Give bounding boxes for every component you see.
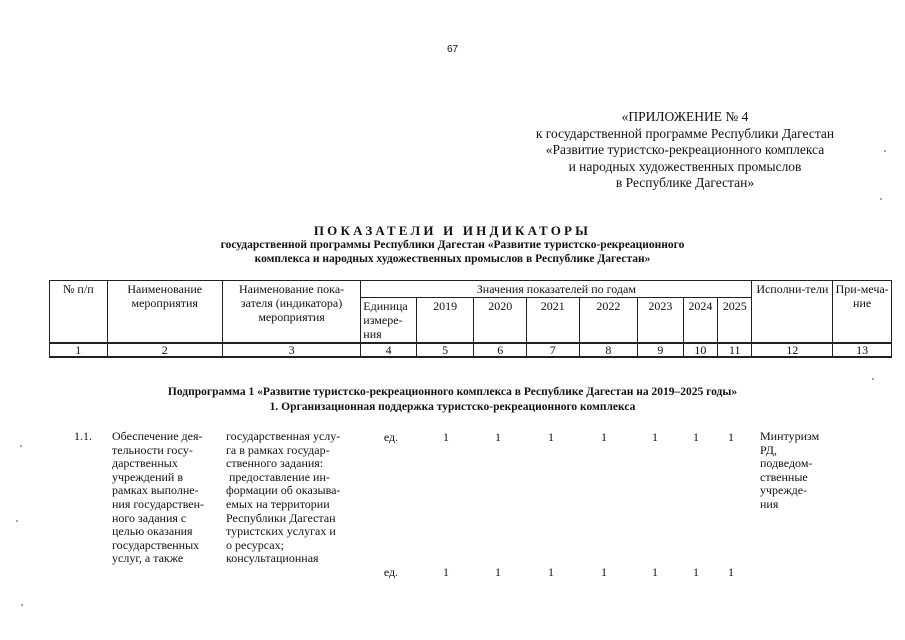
- indicator-line: Республики Дагестан: [226, 510, 336, 525]
- year-value: 1: [495, 430, 501, 444]
- scan-speck: [872, 378, 874, 380]
- indicator-line: предоставление ин-: [226, 469, 330, 484]
- indicator-line: о ресурсах;: [226, 537, 284, 552]
- event-line: тельности госу-: [112, 442, 193, 457]
- indicator-line: ственного задания:: [226, 456, 324, 471]
- header-year: 2021: [527, 298, 580, 344]
- header-year: 2022: [579, 298, 638, 344]
- executor-line: Минтуризм: [760, 429, 820, 443]
- indicator-line: консультационная: [226, 551, 319, 566]
- year-value: 1: [693, 430, 699, 444]
- executor-line: ственные: [760, 469, 808, 484]
- header-year: 2025: [718, 298, 752, 344]
- appendix-line: в Республике Дагестан»: [615, 175, 755, 190]
- executors: [760, 430, 830, 512]
- subprogram-heading: [0, 385, 905, 415]
- page-number: 67: [446, 44, 459, 55]
- executor-line: учрежде-: [760, 483, 808, 498]
- year-value: 1: [601, 430, 607, 444]
- indicator-line: государственная услу-: [226, 429, 341, 443]
- header-executors: Исполни-тели: [752, 281, 833, 344]
- header-indicator: Наименование пока-зателя (индикатора) мероприятия: [222, 281, 360, 344]
- column-number: 2: [107, 343, 222, 357]
- column-number: 11: [718, 343, 752, 357]
- header-event: Наименование мероприятия: [107, 281, 222, 344]
- event-line: Обеспечение дея-: [112, 429, 203, 443]
- column-number: 13: [833, 343, 892, 357]
- column-number: 6: [474, 343, 527, 357]
- year-value: 1: [443, 430, 449, 444]
- year-value: 1: [548, 565, 554, 579]
- column-number: 12: [752, 343, 833, 357]
- appendix-heading: [470, 109, 900, 192]
- appendix-line: «ПРИЛОЖЕНИЕ № 4: [621, 109, 749, 124]
- indicator-name: [226, 430, 356, 566]
- event-line: рамках выполне-: [112, 483, 199, 498]
- event-line: целью оказания: [112, 524, 193, 539]
- unit-value: ед.: [383, 565, 399, 579]
- indicator-line: туристских услугах и: [226, 524, 336, 539]
- event-line: ния государствен-: [112, 496, 205, 511]
- section-title: 1. Организационная поддержка туристско-рекреационного комплекса: [269, 401, 636, 413]
- executor-line: подведом-: [760, 456, 813, 471]
- scan-speck: [21, 604, 23, 606]
- year-value: 1: [548, 430, 554, 444]
- event-line: дарственных: [112, 456, 178, 471]
- scan-speck: [16, 520, 18, 522]
- event-line: ного задания с: [112, 510, 187, 525]
- executor-line: ния: [760, 496, 779, 511]
- year-value: 1: [443, 565, 449, 579]
- year-value: 1: [652, 565, 658, 579]
- scan-speck: [884, 150, 886, 152]
- column-number: 1: [50, 343, 108, 357]
- year-value: 1: [728, 430, 734, 444]
- header-year: 2023: [638, 298, 683, 344]
- indicator-line: емых на территории: [226, 496, 330, 511]
- event-name: [112, 430, 222, 566]
- header-num: № п/п: [50, 281, 108, 344]
- scan-speck: [880, 198, 882, 200]
- year-value: 1: [728, 565, 734, 579]
- indicator-line: га в рамках государ-: [226, 442, 330, 457]
- column-number: 5: [416, 343, 474, 357]
- column-number: 10: [683, 343, 717, 357]
- indicators-table: [49, 280, 892, 358]
- event-line: услуг, а также: [112, 551, 184, 566]
- header-year: 2019: [416, 298, 474, 344]
- indicator-line: формации об оказыва-: [226, 483, 341, 498]
- year-value: 1: [601, 565, 607, 579]
- document-title: ПОКАЗАТЕЛИ И ИНДИКАТОРЫ: [313, 223, 592, 238]
- row-number: 1.1.: [74, 429, 92, 443]
- appendix-line: к государственной программе Республики Дагестан: [535, 125, 835, 141]
- header-year: 2020: [474, 298, 527, 344]
- header-values-group: Значения показателей по годам: [361, 281, 752, 298]
- column-number: 9: [638, 343, 683, 357]
- year-value: 1: [495, 565, 501, 579]
- event-line: государственных: [112, 537, 200, 552]
- executor-line: РД,: [760, 442, 777, 457]
- appendix-line: и народных художественных промыслов: [568, 158, 802, 174]
- year-value: 1: [693, 565, 699, 579]
- header-notes: При-меча-ние: [833, 281, 892, 344]
- year-value: 1: [652, 430, 658, 444]
- appendix-line: «Развитие туристско-рекреационного комплекса: [545, 142, 825, 157]
- unit-value: ед.: [383, 430, 399, 444]
- document-subtitle: [0, 238, 905, 266]
- column-number: 3: [222, 343, 360, 357]
- header-year: 2024: [683, 298, 717, 344]
- scan-speck: [20, 445, 22, 447]
- header-unit: Единица измере-ния: [361, 298, 417, 344]
- subtitle-line: комплекса и народных художественных промыслов в Республике Дагестан»: [254, 253, 651, 265]
- column-number: 7: [527, 343, 580, 357]
- column-number: 8: [579, 343, 638, 357]
- subprogram-title: Подпрограмма 1 «Развитие туристско-рекреационного комплекса в Республике Дагестан на 2019–2025 годы»: [167, 386, 738, 398]
- column-number: 4: [361, 343, 417, 357]
- event-line: учреждений в: [112, 469, 184, 484]
- subtitle-line: государственной программы Республики Дагестан «Развитие туристско-рекреационного: [220, 239, 685, 251]
